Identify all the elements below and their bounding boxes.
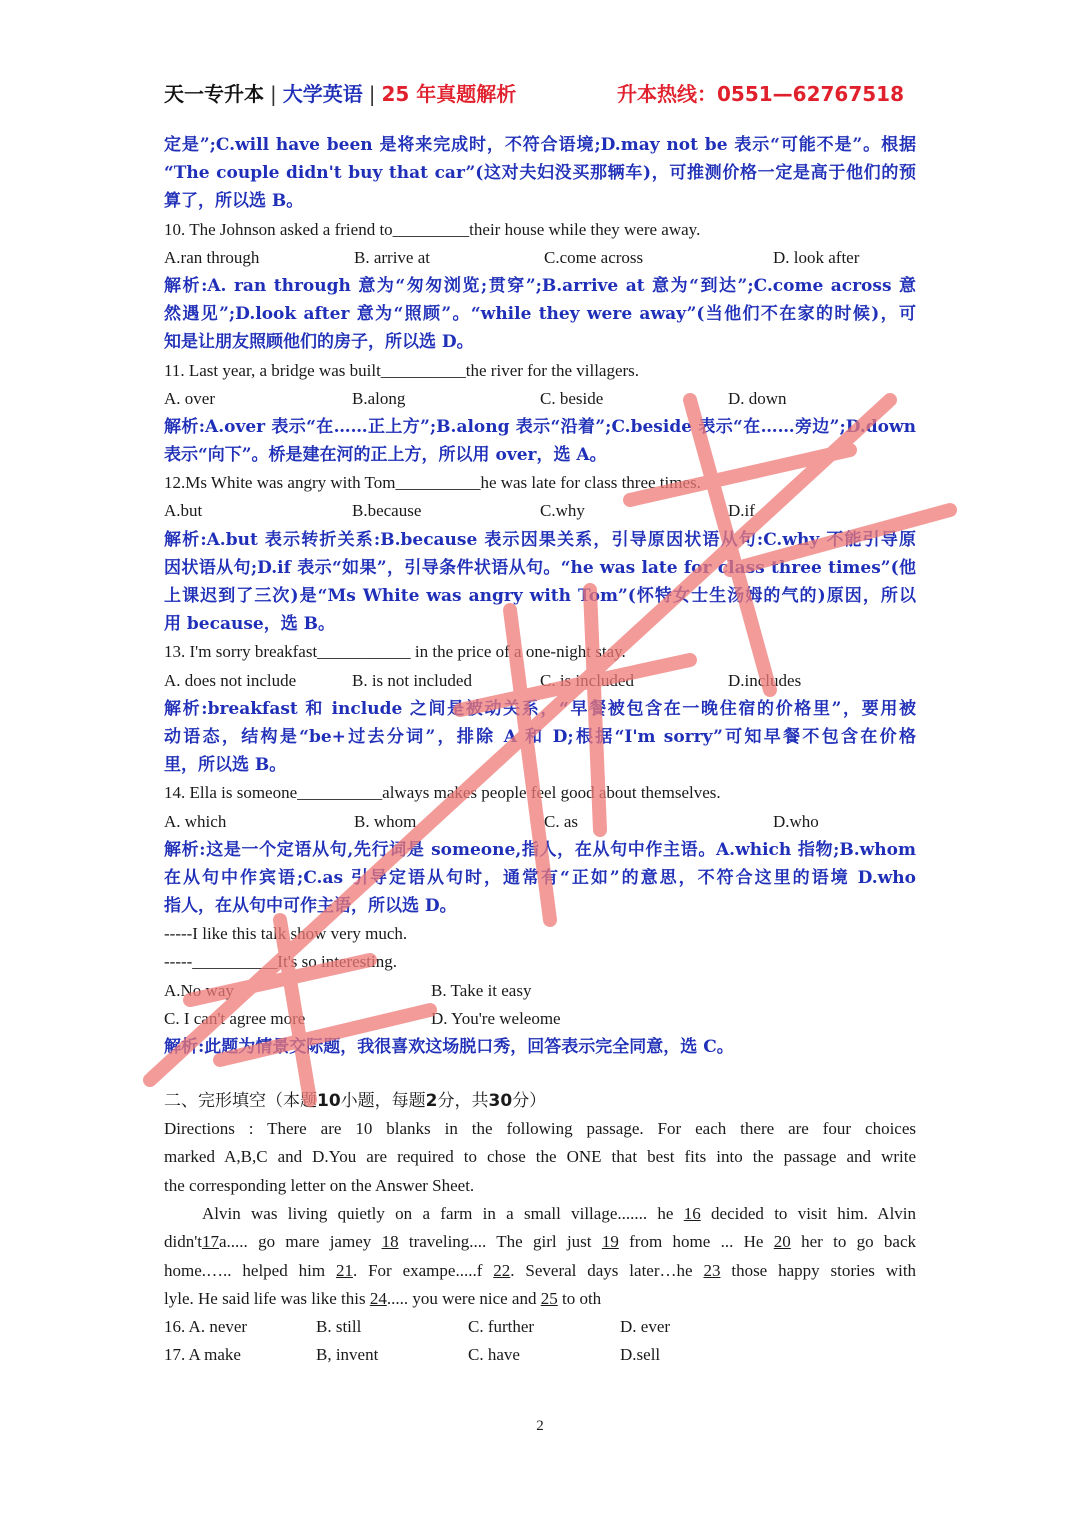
passage-text: to oth — [561, 1288, 602, 1308]
explanation-line: 解析:A.over 表示“在……正上方”;B.along 表示“沿着”;C.beside 表示“在……旁边”;D.down — [164, 416, 916, 437]
passage-text: . Several days later…he — [510, 1260, 693, 1280]
section-points: 2 — [425, 1091, 438, 1112]
explanation-line: 算了，所以选 B。 — [164, 191, 304, 212]
passage-text: a..... go mare jamey — [219, 1232, 372, 1252]
blank-number: 24 — [369, 1288, 387, 1308]
header-brand: 天一专升本 — [164, 82, 264, 106]
option: B. is not included — [352, 670, 472, 690]
passage-line — [164, 1200, 916, 1228]
explanation-line: 解析:A. ran through 意为“匆匆浏览;贯穿”;B.arrive at 意为“到达”;C.come across 意 — [164, 275, 916, 296]
section-title — [164, 1087, 916, 1115]
question-10: 10. The Johnson asked a friend to_________their house while they were away. — [164, 219, 701, 239]
question-14-options — [164, 808, 916, 836]
option: C.come across — [544, 247, 644, 267]
option: A. over — [164, 388, 215, 408]
question-15-prompt: -----I like this talk show very much. — [164, 924, 408, 944]
option: B. whom — [354, 811, 417, 831]
question-15-options-row2 — [164, 1005, 916, 1033]
header-subject: 大学英语 — [282, 82, 363, 106]
option: A. which — [164, 811, 227, 831]
blank-number: 16 — [683, 1204, 701, 1224]
explanation-line: 因状语从句;D.if 表示“如果”，引导条件状语从句。“he was late for class three times”(他 — [164, 557, 916, 578]
section-title-text: 二、完形填空（本题 — [164, 1091, 317, 1112]
question-17-options — [164, 1341, 916, 1369]
passage-text: from home ... He — [629, 1232, 764, 1252]
explanation-line: 指人，在从句中可作主语，所以选 D。 — [164, 896, 457, 917]
explanation-line: 定是”;C.will have been 是将来完成时，不符合语境;D.may not be 表示“可能不是”。根据 — [164, 135, 916, 155]
section-title-text: 小题，每题 — [340, 1091, 426, 1112]
option: A.but — [164, 501, 203, 521]
explanation-line: 解析:这是一个定语从句,先行词是 someone,指人，在从句中作主语。A.which 指物;B.whom — [164, 839, 916, 860]
option: C. is included — [540, 670, 634, 690]
passage-text: Alvin was living quietly on a farm in a small village....... he — [202, 1204, 674, 1224]
explanation-line: 解析:breakfast 和 include 之间是被动关系，“早餐被包含在一晚住宿的价格里”，要用被 — [164, 698, 916, 719]
explanation-line: 动语态，结构是“be+过去分词”，排除 A 和 D;根据“I'm sorry”可知早餐不包含在价格 — [164, 726, 916, 747]
option: C. beside — [540, 388, 604, 408]
option: B. still — [316, 1317, 362, 1337]
option: A.No way — [164, 980, 234, 1000]
explanation-line: 然遇见”;D.look after 意为“照顾”。“while they were away”(当他们不在家的时候)，可 — [164, 304, 916, 325]
option: D.if — [728, 501, 755, 521]
option: D. look after — [773, 247, 860, 267]
section-count: 10 — [317, 1091, 341, 1112]
hotline-label: 升本热线： — [617, 82, 717, 106]
option: D.includes — [728, 670, 802, 690]
explanation-line: 里，所以选 B。 — [164, 755, 287, 776]
question-15-reply: -----__________It's so interesting. — [164, 952, 397, 972]
page-number: 2 — [536, 1418, 544, 1434]
header-separator: | — [270, 82, 277, 106]
option: C.why — [540, 501, 585, 521]
option: B.along — [352, 388, 406, 408]
directions-line: Directions : There are 10 blanks in the following passage. For each there are four choices — [164, 1119, 916, 1139]
option: B.because — [352, 501, 422, 521]
option: 17. A make — [164, 1345, 241, 1365]
option: D. down — [728, 388, 787, 408]
explanation-line: 上课迟到了三次)是“Ms White was angry with Tom”(怀特女士生汤姆的气的)原因，所以 — [164, 586, 916, 606]
question-12: 12.Ms White was angry with Tom__________he was late for class three times. — [164, 473, 701, 493]
header-exam: 25 年真题解析 — [381, 82, 517, 106]
page-header — [164, 78, 924, 108]
explanation-line: 在从句中作宾语;C.as 引导定语从句时，通常有“正如”的意思，不符合这里的语境 D.who — [164, 867, 916, 888]
header-hotline — [617, 78, 904, 107]
blank-number: 18 — [381, 1232, 399, 1252]
question-10-options — [164, 244, 916, 272]
option: 16. A. never — [164, 1317, 248, 1337]
blank-number: 25 — [540, 1288, 558, 1308]
option: D.sell — [620, 1345, 661, 1365]
passage-text: traveling.... The girl just — [408, 1232, 592, 1252]
passage-text: ..... you were nice and — [386, 1288, 537, 1308]
passage-text: her to go back — [801, 1232, 916, 1252]
explanation-line: “The couple didn't buy that car”(这对夫妇没买那辆车)，可推测价格一定是高于他们的预 — [164, 163, 916, 184]
passage-text: lyle. He said life was like this — [164, 1288, 366, 1308]
explanation-line: 用 because，选 B。 — [164, 614, 336, 635]
option: A. does not include — [164, 670, 297, 690]
explanation-line: 表示“向下”。桥是建在河的正上方，所以用 over，选 A。 — [164, 445, 607, 466]
explanation-line: 解析:A.but 表示转折关系:B.because 表示因果关系，引导原因状语从句:C.why 不能引导原 — [164, 529, 916, 550]
option: C. as — [544, 811, 578, 831]
question-13: 13. I'm sorry breakfast___________ in the price of a one-night stay. — [164, 642, 626, 662]
passage-text: . For exampe.....f — [352, 1260, 483, 1280]
question-13-options — [164, 667, 916, 695]
question-11: 11. Last year, a bridge was built__________the river for the villagers. — [164, 360, 640, 380]
section-total: 30 — [488, 1091, 513, 1112]
hotline-number: 0551—62767518 — [717, 82, 904, 106]
option: B, invent — [316, 1345, 379, 1365]
option: C. further — [468, 1317, 535, 1337]
blank-number: 23 — [703, 1260, 721, 1280]
directions-line: marked A,B,C and D.You are required to chose the ONE that best fits into the passage and write — [164, 1147, 916, 1167]
explanation-line: 知是让朋友照顾他们的房子，所以选 D。 — [164, 332, 474, 353]
section-title-text: 分） — [512, 1091, 547, 1112]
blank-number: 17 — [202, 1232, 220, 1252]
blank-number: 22 — [493, 1260, 511, 1280]
question-16-options — [164, 1313, 916, 1341]
passage-text: home.….. helped him — [164, 1260, 326, 1280]
passage-text: those happy stories with — [731, 1260, 916, 1280]
blank-number: 20 — [773, 1232, 791, 1252]
option: C. have — [468, 1345, 520, 1365]
blank-number: 21 — [335, 1260, 353, 1280]
question-15-options-row1 — [164, 977, 916, 1005]
option: A.ran through — [164, 247, 260, 267]
section-title-text: 分，共 — [437, 1091, 489, 1112]
header-left — [164, 78, 516, 107]
passage-line — [164, 1257, 916, 1285]
header-separator: | — [368, 82, 376, 106]
option: B. arrive at — [354, 247, 430, 267]
passage-text: decided to visit him. Alvin — [711, 1204, 916, 1224]
option: D. ever — [620, 1317, 671, 1337]
option: B. Take it easy — [431, 980, 532, 1000]
blank-number: 19 — [601, 1232, 619, 1252]
option: D. You're weleome — [431, 1008, 561, 1028]
directions-line: the corresponding letter on the Answer Sheet. — [164, 1175, 475, 1195]
question-14: 14. Ella is someone__________always makes people feel good about themselves. — [164, 783, 721, 803]
passage-line — [164, 1285, 916, 1313]
explanation-line: 解析:此题为情景交际题，我很喜欢这场脱口秀，回答表示完全同意，选 C。 — [164, 1037, 734, 1057]
page-content — [164, 131, 916, 1370]
passage-line — [164, 1228, 916, 1256]
option: C. I can't agree more — [164, 1008, 306, 1028]
question-12-options — [164, 497, 916, 525]
passage-text: didn't — [164, 1232, 203, 1252]
option: D.who — [773, 811, 819, 831]
question-11-options — [164, 385, 916, 413]
